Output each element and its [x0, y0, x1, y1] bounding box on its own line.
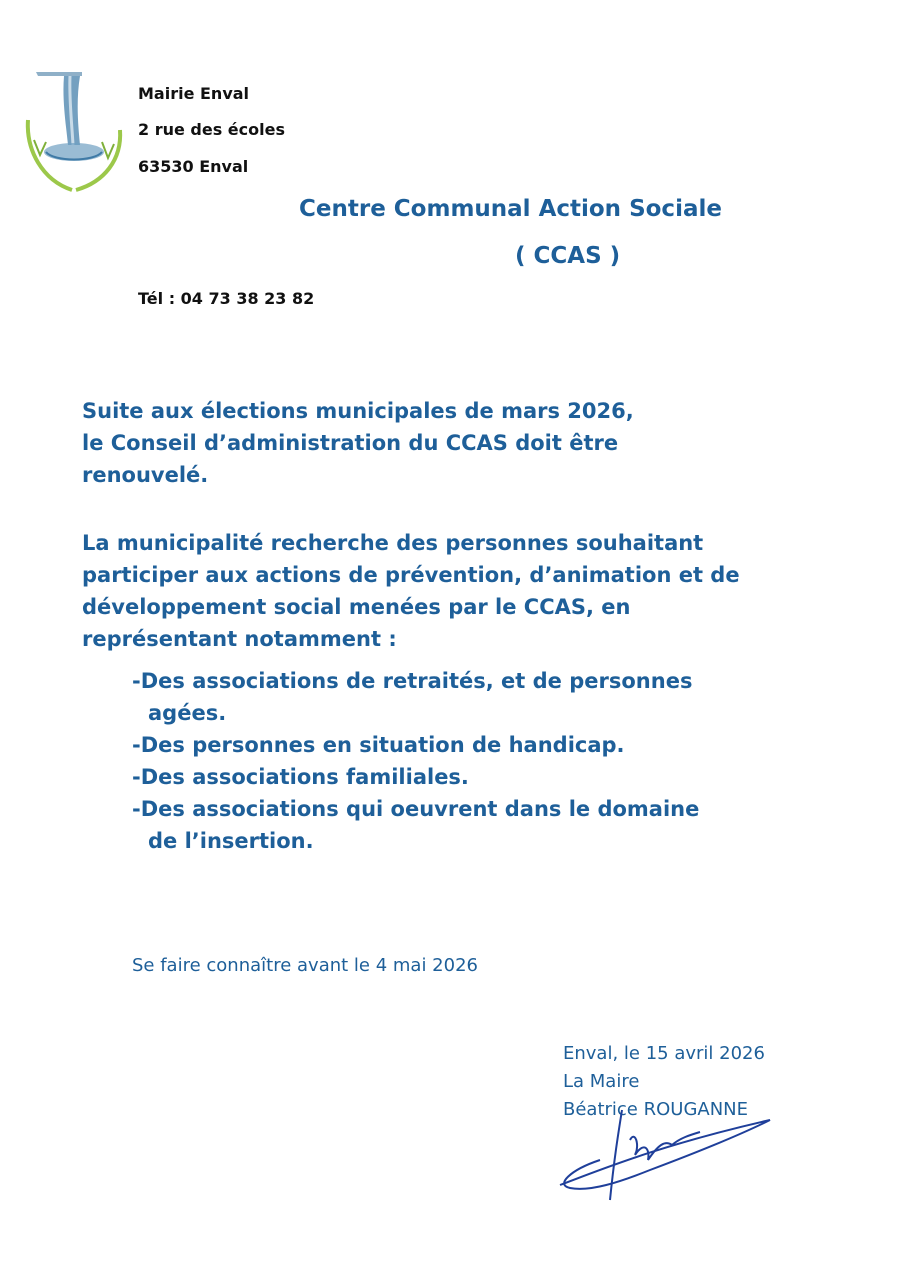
request-line: représentant notamment :	[82, 627, 397, 651]
signatory-name: Béatrice ROUGANNE	[563, 1099, 749, 1120]
list-item: -Des associations familiales.	[132, 765, 469, 789]
deadline-note: Se faire connaître avant le 4 mai 2026	[132, 955, 478, 976]
list-item: -Des personnes en situation de handicap.	[132, 733, 625, 757]
street-address: 2 rue des écoles	[138, 120, 285, 139]
signatory-role: La Maire	[563, 1071, 640, 1092]
intro-line: le Conseil d’administration du CCAS doit être	[82, 431, 619, 455]
intro-line: Suite aux élections municipales de mars 2026,	[82, 399, 634, 423]
representation-list	[132, 665, 699, 857]
place-date: Enval, le 15 avril 2026	[563, 1043, 765, 1064]
list-item: -Des associations qui oeuvrent dans le domaine	[132, 797, 700, 821]
request-line: participer aux actions de prévention, d’animation et de	[82, 563, 740, 587]
request-line: La municipalité recherche des personnes souhaitant	[82, 531, 704, 555]
intro-line: renouvelé.	[82, 463, 209, 487]
postal-city: 63530 Enval	[138, 157, 249, 176]
handwritten-signature	[540, 1100, 790, 1210]
enval-waterfall-logo	[24, 70, 124, 195]
request-paragraph	[82, 527, 740, 655]
list-item-continuation: agées.	[148, 701, 227, 725]
list-item: -Des associations de retraités, et de personnes	[132, 669, 693, 693]
document-title: Centre Communal Action Sociale	[299, 196, 722, 222]
org-name: Mairie Enval	[138, 84, 250, 103]
document-subtitle: ( CCAS )	[515, 243, 621, 269]
list-item-continuation: de l’insertion.	[148, 829, 314, 853]
phone-number: Tél : 04 73 38 23 82	[138, 289, 315, 308]
intro-paragraph	[82, 395, 634, 491]
request-line: développement social menées par le CCAS, en	[82, 595, 631, 619]
